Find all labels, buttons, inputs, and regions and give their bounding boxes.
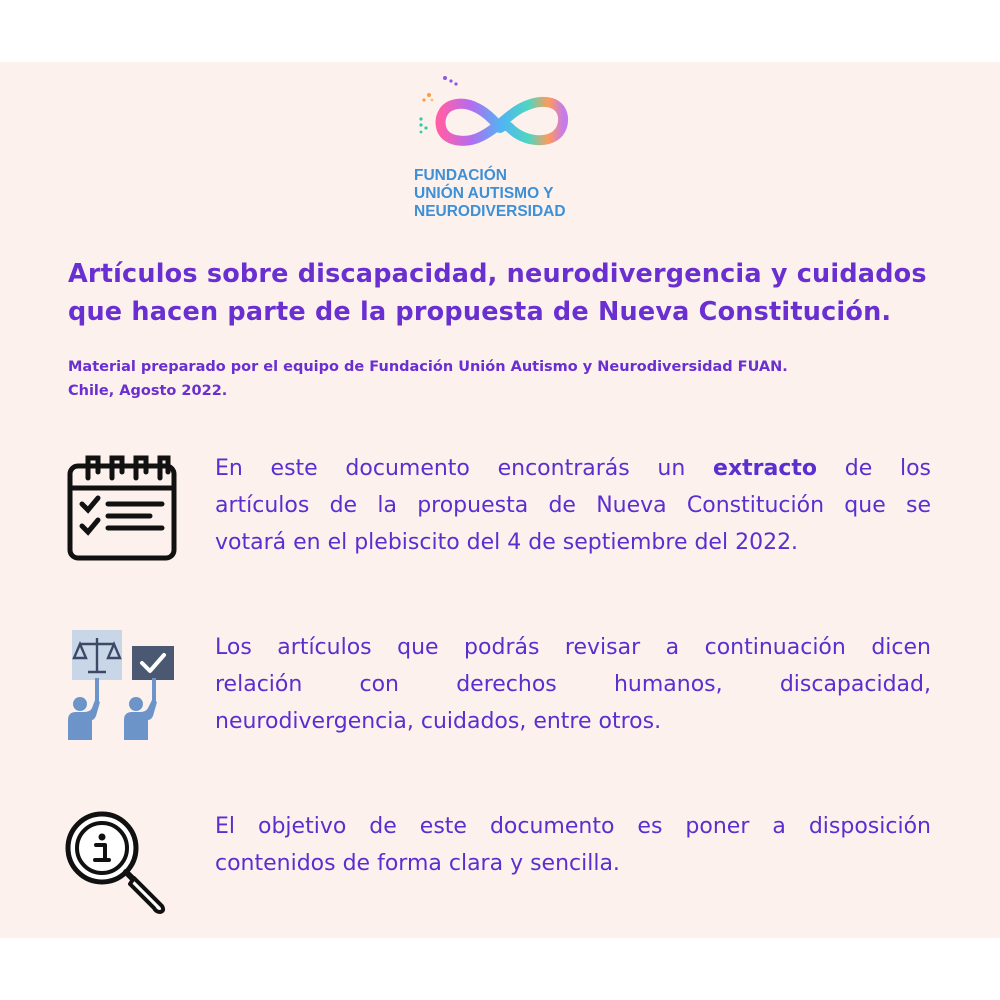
- infinity-logo-icon: [412, 70, 602, 170]
- fuan-logo: [412, 70, 602, 230]
- subtitle-line: Chile, Agosto 2022.: [68, 383, 228, 399]
- section-3-line: El objetivo de este documento es poner a disposición: [215, 814, 931, 839]
- logo-wordmark: [414, 167, 566, 221]
- logo-line: UNIÓN AUTISMO Y: [414, 185, 554, 202]
- subtitle-line: Material preparado por el equipo de Fundación Unión Autismo y Neurodiversidad FUAN.: [68, 359, 788, 375]
- section-1-line: artículos de la propuesta de Nueva Constitución que se: [215, 493, 931, 518]
- section-text-3: [215, 808, 931, 882]
- logo-line: NEURODIVERSIDAD: [414, 203, 566, 220]
- voting-people-icon: [66, 628, 184, 740]
- emphasis-extracto: extracto: [713, 456, 818, 481]
- page-subtitle: [68, 355, 948, 403]
- title-line: que hacen parte de la propuesta de Nueva Constitución.: [68, 297, 892, 327]
- section-1-text: de los: [817, 456, 931, 481]
- logo-line: FUNDACIÓN: [414, 167, 507, 184]
- section-2-line: neurodivergencia, cuidados, entre otros.: [215, 709, 662, 734]
- info-magnifier-icon: [62, 808, 172, 918]
- section-1-line: [215, 450, 931, 487]
- section-text-1: [215, 450, 931, 561]
- checklist-calendar-icon: [66, 452, 178, 564]
- section-3-line: contenidos de forma clara y sencilla.: [215, 851, 620, 876]
- section-2-line: Los artículos que podrás revisar a continuación dicen: [215, 635, 931, 660]
- title-line: Artículos sobre discapacidad, neurodivergencia y cuidados: [68, 259, 927, 289]
- section-1-text: En este documento encontrarás un: [215, 456, 714, 481]
- section-1-line: votará en el plebiscito del 4 de septiembre del 2022.: [215, 530, 799, 555]
- page-title: [68, 255, 938, 331]
- section-text-2: [215, 629, 931, 740]
- section-2-line: relación con derechos humanos, discapacidad,: [215, 672, 931, 697]
